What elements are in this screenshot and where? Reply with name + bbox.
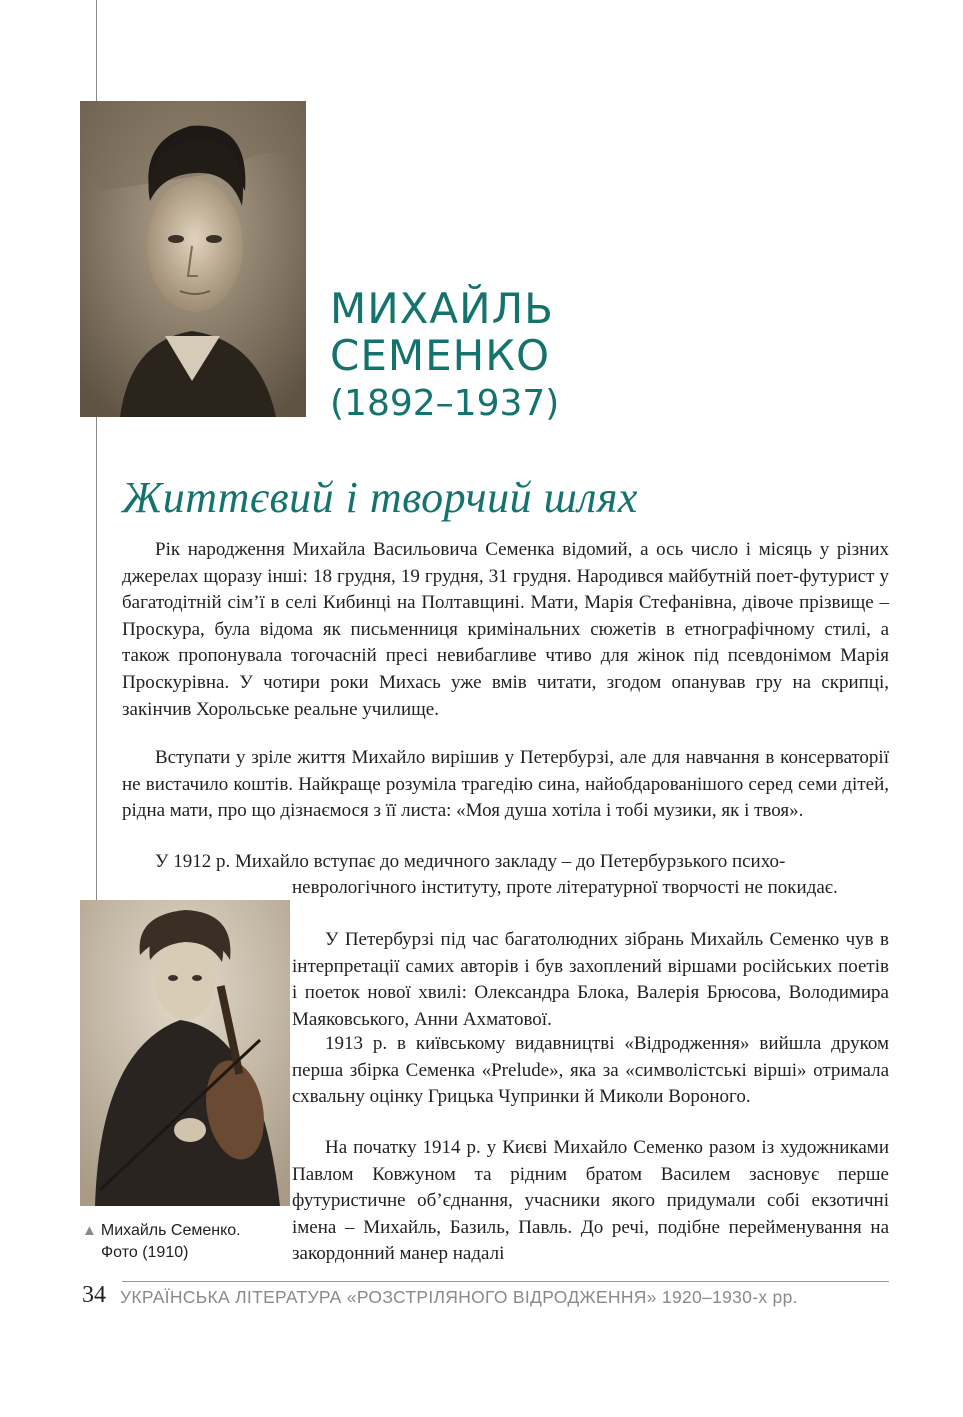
caption-line-1: Михайль Семенко. [100, 1222, 241, 1239]
author-last-name: СЕМЕНКО [330, 331, 551, 380]
photo-caption [82, 1220, 241, 1264]
footer-rule [122, 1281, 889, 1282]
paragraph-6: На початку 1914 р. у Києві Михайло Семенко разом із художниками Павлом Ковжуном та рідним братом Василем засновує перше футуристичне об’єднання, учасники якого придумали собі екзотичні імена – Михайль, Базиль, Павль. До речі, подібне перейменування на закордонний манер надалі [292, 1137, 889, 1265]
page-number: 34 [82, 1282, 106, 1308]
paragraph-2: Вступати у зріле життя Михайло вирішив у Петербурзі, але для навчання в консерваторії не вистачило коштів. Найкраще розуміла трагедію сина, найобдарованішого серед семи дітей, рідна мати, про що дізнаємося з її листа: «Моя душа хотіла і тобі музики, як і твоя». [122, 747, 889, 822]
title-block [330, 285, 559, 425]
running-title: УКРАЇНСЬКА ЛІТЕРАТУРА «РОЗСТРІЛЯНОГО ВІДРОДЖЕННЯ» 1920–1930-х рр. [120, 1287, 798, 1307]
author-first-name: МИХАЙЛЬ [330, 284, 554, 333]
paragraph-4: У Петербурзі під час багатолюдних зібрань Михайль Семенко чув в інтерпретації самих авторів і був захоплений віршами російських поетів і поеток нової хвилі: Олександра Блока, Валерія Брюсова, Володимира Маяковського, Анни Ахматової. [292, 929, 889, 1030]
portrait-photo [80, 101, 306, 417]
paragraph-3-start: У 1912 р. Михайло вступає до медичного закладу – до Петербурзького психо- [155, 851, 786, 872]
violin-photo [80, 900, 290, 1206]
paragraph-3-end: неврологічного інституту, проте літературної творчості не покидає. [292, 877, 838, 898]
caption-line-2: Фото (1910) [101, 1244, 189, 1261]
triangle-up-icon: ▲ [82, 1222, 97, 1239]
paragraph-5: 1913 р. в київському видавництві «Відродження» вийшла друком перша збірка Семенка «Prelude», яка за «символістські вірші» отримала схвальну оцінку Грицька Чупринки й Миколи Вороного. [292, 1033, 889, 1108]
paragraph-1: Рік народження Михайла Васильовича Семенка відомий, а ось число і місяць у різних джерелах щоразу інші: 18 грудня, 19 грудня, 31 грудня. Народився майбутній поет-футурист у багатодітній сім’ї в селі Кибинці на Полтавщині. Мати, Марія Стефанівна, дівоче прізвище – Проскура, була відома як письменниця кримінальних сюжетів в етнографічному стилі, а також пропонувала тогочасній пресі невибагливе чтиво для жінок під псевдонімом Марія Проскурівна. У чотири роки Михась уже вмів читати, згодом опанував гру на скрипці, закінчив Хорольське реальне училище. [122, 539, 889, 720]
section-heading: Життєвий і творчий шлях [122, 473, 638, 522]
author-years: (1892–1937) [330, 383, 560, 424]
